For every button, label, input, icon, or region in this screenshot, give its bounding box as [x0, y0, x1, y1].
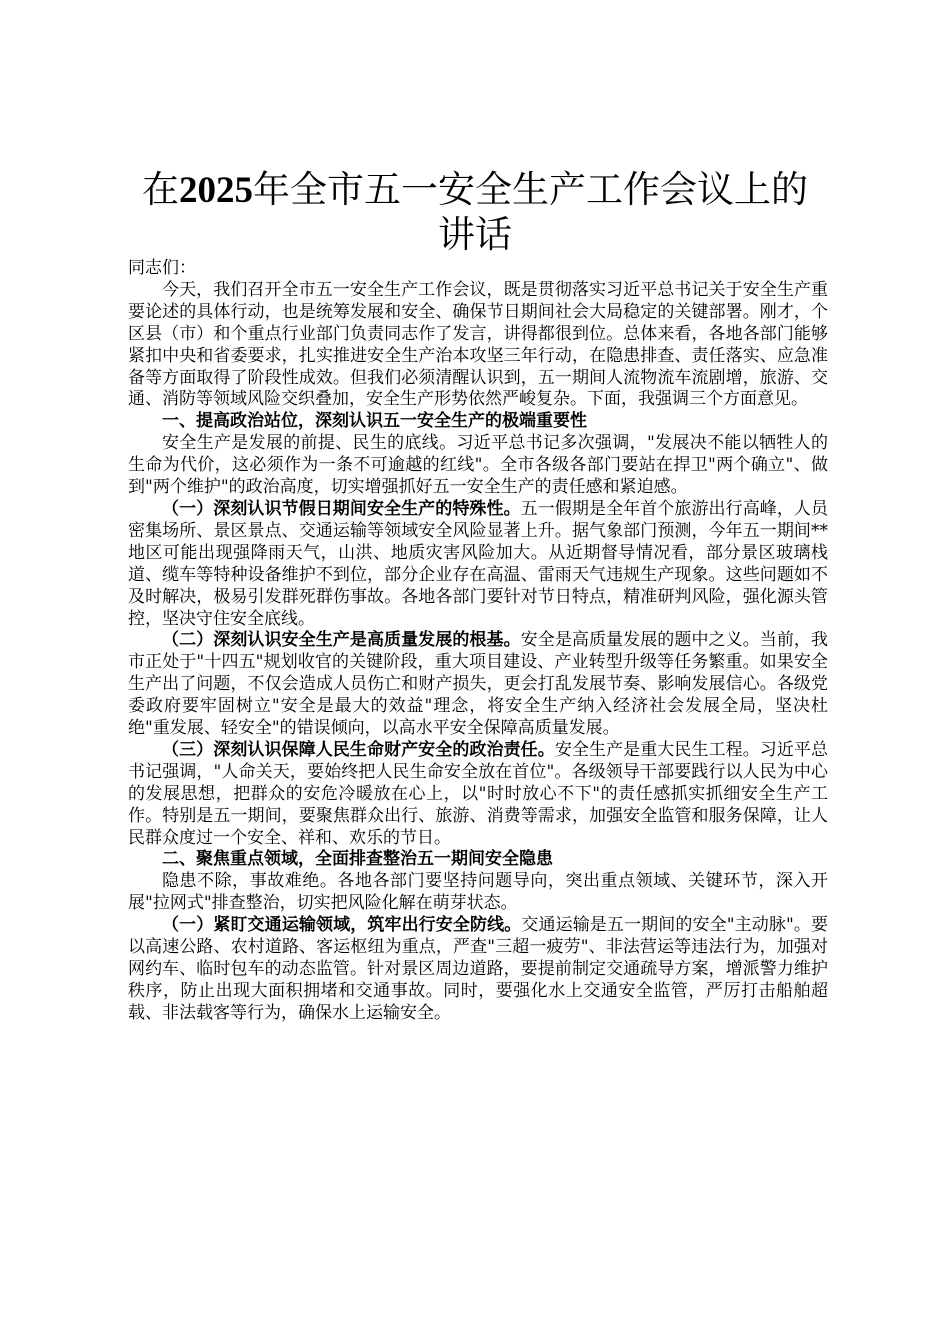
subsection-1-2 — [128, 630, 828, 740]
subsection-1-3-text: 安全生产是重大民生工程。习近平总书记强调，"人命关天，要始终把人民生命安全放在首位"。各级领导干部要践行以人民为中心的发展思想，把群众的安危冷暖放在心上，以"时时放心不下"的责任感抓实抓细安全生产工作。特别是五一期间，要聚焦群众出行、旅游、消费等需求，加强安全监管和服务保障，让人民群众度过一个安全、祥和、欢乐的节日。 — [128, 739, 829, 848]
section-1-paragraph: 安全生产是发展的前提、民生的底线。习近平总书记多次强调，"发展决不能以牺牲人的生命为代价，这必须作为一条不可逾越的红线"。全市各级各部门要站在捍卫"两个确立"、做到"两个维护"的政治高度，切实增强抓好五一安全生产的责任感和紧迫感。 — [128, 433, 828, 498]
title-rest: 年全市五一安全生产工作会议上的讲话 — [253, 168, 808, 256]
section-heading-2: 二、聚焦重点领域，全面排查整治五一期间安全隐患 — [162, 849, 553, 870]
subsection-1-1 — [128, 499, 828, 630]
section-heading-1: 一、提高政治站位，深刻认识五一安全生产的极端重要性 — [162, 411, 587, 432]
subsection-1-3 — [128, 740, 828, 850]
section-2-paragraph: 隐患不除，事故难绝。各地各部门要坚持问题导向，突出重点领域、关键环节，深入开展"拉网式"排查整治，切实把风险化解在萌芽状态。 — [128, 871, 828, 914]
subsection-1-2-text: 安全是高质量发展的题中之义。当前，我市正处于"十四五"规划收官的关键阶段，重大项目建设、产业转型升级等任务繁重。如果安全生产出了问题，不仅会造成人员伤亡和财产损失，更会打乱发展节奏、影响发展信心。各级党委政府要牢固树立"安全是最大的效益"理念，将安全生产纳入经济社会发展全局，坚决杜绝"重发展、轻安全"的错误倾向，以高水平安全保障高质量发展。 — [128, 630, 829, 739]
subsection-1-1-lead: （一）深刻认识节假日期间安全生产的特殊性。 — [162, 498, 521, 519]
subsection-2-1 — [128, 915, 828, 1025]
subsection-2-1-lead: （一）紧盯交通运输领域，筑牢出行安全防线。 — [162, 915, 522, 936]
subsection-2-1-text: 交通运输是五一期间的安全"主动脉"。要以高速公路、农村道路、客运枢纽为重点，严查"三超一疲劳"、非法营运等违法行为，加强对网约车、临时包车的动态监管。针对景区周边道路，要提前制定交通疏导方案，增派警力维护秩序，防止出现大面积拥堵和交通事故。同时，要强化水上交通安全监管，严厉打击船舶超载、非法载客等行为，确保水上运输安全。 — [128, 915, 829, 1023]
intro-paragraph: 今天，我们召开全市五一安全生产工作会议，既是贯彻落实习近平总书记关于安全生产重要论述的具体行动，也是统筹发展和安全、确保节日期间社会大局稳定的关键部署。刚才，个区县（市）和个重点行业部门负责同志作了发言，讲得都很到位。总体来看，各地各部门能够紧扣中央和省委要求，扎实推进安全生产治本攻坚三年行动，在隐患排查、责任落实、应急准备等方面取得了阶段性成效。但我们必须清醒认识到，五一期间人流物流车流剧增，旅游、交通、消防等领域风险交织叠加，安全生产形势依然严峻复杂。下面，我强调三个方面意见。 — [128, 279, 828, 410]
title-year: 2025 — [179, 170, 253, 211]
document-body — [128, 258, 828, 1025]
document-title — [125, 168, 825, 257]
title-prefix: 在 — [142, 168, 179, 211]
salutation: 同志们： — [128, 258, 196, 278]
subsection-1-3-lead: （三）深刻认识保障人民生命财产安全的政治责任。 — [162, 739, 555, 760]
subsection-1-2-lead: （二）深刻认识安全生产是高质量发展的根基。 — [162, 630, 521, 651]
subsection-1-1-text: 五一假期是全年首个旅游出行高峰，人员密集场所、景区景点、交通运输等领域安全风险显著上升。据气象部门预测，今年五一期间**地区可能出现强降雨天气，山洪、地质灾害风险加大。从近期督导情况看，部分景区玻璃栈道、缆车等特种设备维护不到位，部分企业存在高温、雷雨天气违规生产现象。这些问题如不及时解决，极易引发群死群伤事故。各地各部门要针对节日特点，精准研判风险，强化源头管控，坚决守住安全底线。 — [128, 498, 829, 629]
